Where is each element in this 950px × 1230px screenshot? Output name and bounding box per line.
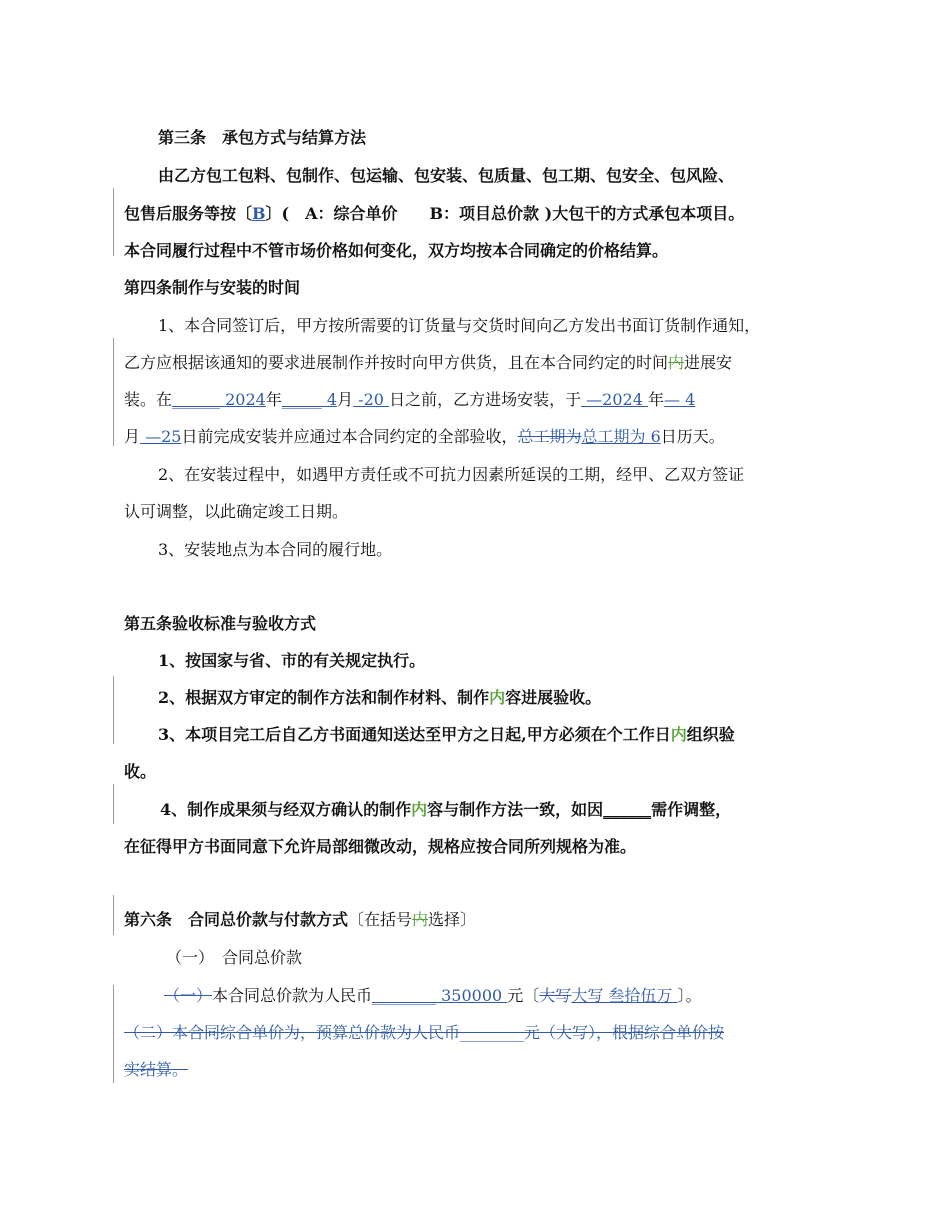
article-4-para xyxy=(124,351,834,375)
text-run: 容进展验收。 xyxy=(505,688,602,707)
change-bar xyxy=(113,338,114,446)
text-run: 包售后服务等按〔 xyxy=(124,204,253,223)
article-3-title: 第三条 承包方式与结算方法 xyxy=(158,128,367,147)
text-run: 组织验 xyxy=(686,725,735,744)
article-5-item xyxy=(158,686,868,710)
deleted-text: （一） xyxy=(164,986,213,1005)
text-run: 装。在 xyxy=(124,390,173,409)
article-4-title: 第四条制作与安装的时间 xyxy=(124,278,301,297)
article-6-deleted-line: 实结算。 xyxy=(124,1060,189,1079)
deleted-text: 总工期为 xyxy=(517,427,582,446)
article-5-item: 收。 xyxy=(124,762,157,781)
article-5-item: 在征得甲方书面同意下允许局部细微改动，规格应按合同所列规格为准。 xyxy=(124,837,637,856)
inserted-text: —2024 xyxy=(581,390,648,409)
inserted-text: -20 xyxy=(353,390,390,409)
text-run: 本合同总价款为人民币 xyxy=(212,986,373,1005)
article-6-line xyxy=(164,984,874,1008)
inserted-text: — 4 xyxy=(663,390,696,409)
text-run: 日之前，乙方进场安装，于 xyxy=(389,390,582,409)
text-run: 〕( A：综合单价 B：项目总价款 )大包干的方式承包本项目。 xyxy=(265,204,745,223)
article-6-deleted-line: （二）本合同综合单价为，预算总价款为人民币________元（大写），根据综合单价按 xyxy=(124,1023,725,1042)
text-run: 年 xyxy=(647,390,664,409)
article-5-item xyxy=(158,723,868,747)
inserted-text: 内 xyxy=(489,688,506,707)
inserted-text: ________ 350000 xyxy=(372,986,508,1005)
deleted-text: 大写 xyxy=(539,986,572,1005)
article-4-para: 1、本合同签订后，甲方按所需要的订货量与交货时间向乙方发出书面订货制作通知， xyxy=(158,316,761,335)
change-bar xyxy=(113,188,114,256)
article-5-title: 第五条验收标准与验收方式 xyxy=(124,614,317,633)
text-run: 月 xyxy=(337,390,354,409)
text-run: 进展安 xyxy=(684,353,733,372)
text-run: 需作调整， xyxy=(651,800,732,819)
change-bar xyxy=(113,784,114,824)
blank-field: ______ xyxy=(603,800,652,819)
text-run: 2、根据双方审定的制作方法和制作材料、制作 xyxy=(158,688,490,707)
change-bar xyxy=(113,676,114,744)
article-4-para: 认可调整，以此确定竣工日期。 xyxy=(124,502,349,521)
inserted-text: 内 xyxy=(670,725,687,744)
article-4-para xyxy=(124,388,834,412)
text-run: 选择〕 xyxy=(428,910,477,929)
inserted-text: ______ 2024 xyxy=(172,390,266,409)
text-run: 乙方应根据该通知的要求进展制作并按时向甲方供货，且在本合同约定的时间 xyxy=(124,353,669,372)
article-5-item xyxy=(160,798,870,822)
inserted-text: 总工期为 6 xyxy=(581,427,661,446)
inserted-text: 内 xyxy=(411,800,428,819)
text-run: 年 xyxy=(265,390,282,409)
text-run: 〕。 xyxy=(677,986,702,1005)
article-4-para: 2、在安装过程中，如遇甲方责任或不可抗力因素所延误的工期，经甲、乙双方签证 xyxy=(158,465,745,484)
article-4-para: 3、安装地点为本合同的履行地。 xyxy=(158,540,393,559)
inserted-text: —25 xyxy=(140,427,182,446)
text-run: 月 xyxy=(124,427,141,446)
article-4-para xyxy=(124,425,834,449)
inserted-text: 大写 叁拾伍万 xyxy=(571,986,678,1005)
text-run: 容与制作方法一致，如因 xyxy=(427,800,604,819)
article-3-line xyxy=(124,202,834,226)
article-3-line: 由乙方包工包料、包制作、包运输、包安装、包质量、包工期、包安全、包风险、 xyxy=(158,166,735,185)
text-run: 日前完成安装并应通过本合同约定的全部验收， xyxy=(181,427,518,446)
text-run: 日历天。 xyxy=(660,427,725,446)
text-run: 4、制作成果须与经双方确认的制作 xyxy=(160,800,412,819)
deleted-text: 内 xyxy=(412,910,429,929)
article-5-item: 1、按国家与省、市的有关规定执行。 xyxy=(158,651,426,670)
text-run: 第六条 合同总价款与付款方式 xyxy=(124,910,349,929)
change-bar xyxy=(113,895,114,935)
inserted-text: B xyxy=(252,204,266,223)
deleted-text: 内 xyxy=(668,353,685,372)
change-bar xyxy=(113,985,114,1083)
text-run: 〔在括号 xyxy=(348,910,413,929)
article-3-line: 本合同履行过程中不管市场价格如何变化，双方均按本合同确定的价格结算。 xyxy=(124,241,669,260)
article-6-subheading: （一） 合同总价款 xyxy=(166,948,303,967)
text-run: 3、本项目完工后自乙方书面通知送达至甲方之日起,甲方必须在个工作日 xyxy=(158,725,671,744)
article-6-title xyxy=(124,908,834,932)
text-run: 元〔 xyxy=(507,986,540,1005)
inserted-text: _____ 4 xyxy=(281,390,338,409)
